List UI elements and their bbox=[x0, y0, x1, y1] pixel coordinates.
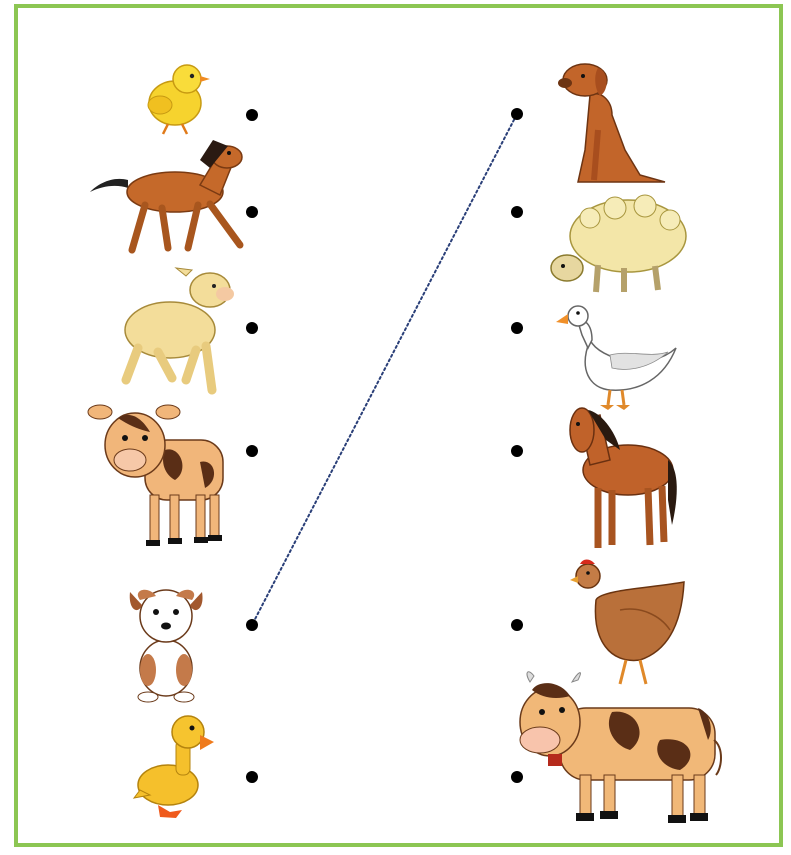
sheep-icon bbox=[551, 195, 686, 292]
foal-icon bbox=[90, 140, 242, 250]
left-dot-3[interactable] bbox=[246, 322, 258, 334]
example-match-line bbox=[253, 114, 517, 623]
cow-icon bbox=[520, 672, 721, 823]
right-dot-6[interactable] bbox=[511, 771, 523, 783]
duckling-icon bbox=[134, 716, 214, 818]
right-dot-3[interactable] bbox=[511, 322, 523, 334]
left-dot-4[interactable] bbox=[246, 445, 258, 457]
left-dot-6[interactable] bbox=[246, 771, 258, 783]
dog-icon bbox=[558, 64, 665, 182]
horse-icon bbox=[570, 408, 677, 548]
left-dot-1[interactable] bbox=[246, 109, 258, 121]
right-dot-5[interactable] bbox=[511, 619, 523, 631]
puppy-icon bbox=[130, 590, 203, 702]
right-dot-2[interactable] bbox=[511, 206, 523, 218]
lamb-icon bbox=[125, 268, 234, 390]
right-dot-4[interactable] bbox=[511, 445, 523, 457]
left-dot-2[interactable] bbox=[246, 206, 258, 218]
chick-icon bbox=[148, 65, 210, 134]
left-dot-5[interactable] bbox=[246, 619, 258, 631]
calf-icon bbox=[88, 405, 223, 546]
hen-icon bbox=[570, 560, 684, 685]
goose-icon bbox=[556, 306, 676, 410]
right-dot-1[interactable] bbox=[511, 108, 523, 120]
